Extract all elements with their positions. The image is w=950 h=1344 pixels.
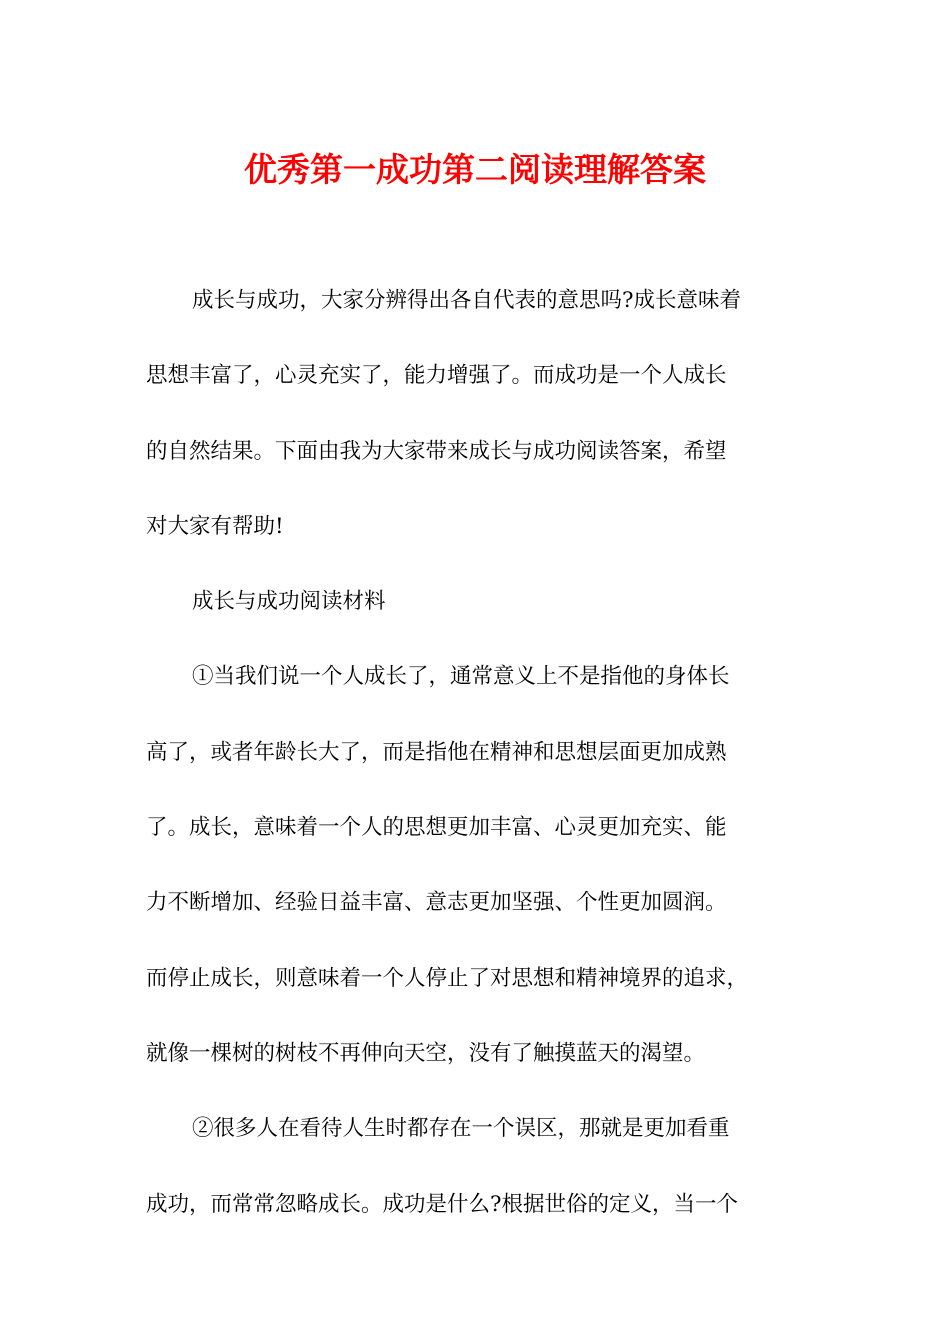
paragraph-line: 高了，或者年龄长大了，而是指他在精神和思想层面更加成熟 xyxy=(146,739,727,765)
paragraph-line: 而停止成长，则意味着一个人停止了对思想和精神境界的追求， xyxy=(146,965,749,991)
paragraph-line: 的自然结果。下面由我为大家带来成长与成功阅读答案，希望 xyxy=(146,438,727,464)
paragraph-line: 思想丰富了，心灵充实了，能力增强了。而成功是一个人成长 xyxy=(146,363,727,389)
document-body xyxy=(146,282,806,1261)
paragraph-line: ①当我们说一个人成长了，通常意义上不是指他的身体长 xyxy=(192,664,730,690)
paragraph-line: 成长与成功，大家分辨得出各自代表的意思吗?成长意味着 xyxy=(192,288,742,313)
paragraph-line: 了。成长，意味着一个人的思想更加丰富、心灵更加充实、能 xyxy=(146,815,727,841)
paragraph-line: 对大家有帮助! xyxy=(146,513,284,539)
paragraph-line: ②很多人在看待人生时都存在一个误区，那就是更加看重 xyxy=(192,1116,730,1142)
paragraph-line: 成功，而常常忽略成长。成功是什么?根据世俗的定义，当一个 xyxy=(146,1191,739,1217)
document-title: 优秀第一成功第二阅读理解答案 xyxy=(244,150,706,189)
paragraph-line: 就像一棵树的树枝不再伸向天空，没有了触摸蓝天的渴望。 xyxy=(146,1040,706,1066)
section-heading: 成长与成功阅读材料 xyxy=(192,589,386,615)
paragraph-line: 力不断增加、经验日益丰富、意志更加坚强、个性更加圆润。 xyxy=(146,890,727,916)
